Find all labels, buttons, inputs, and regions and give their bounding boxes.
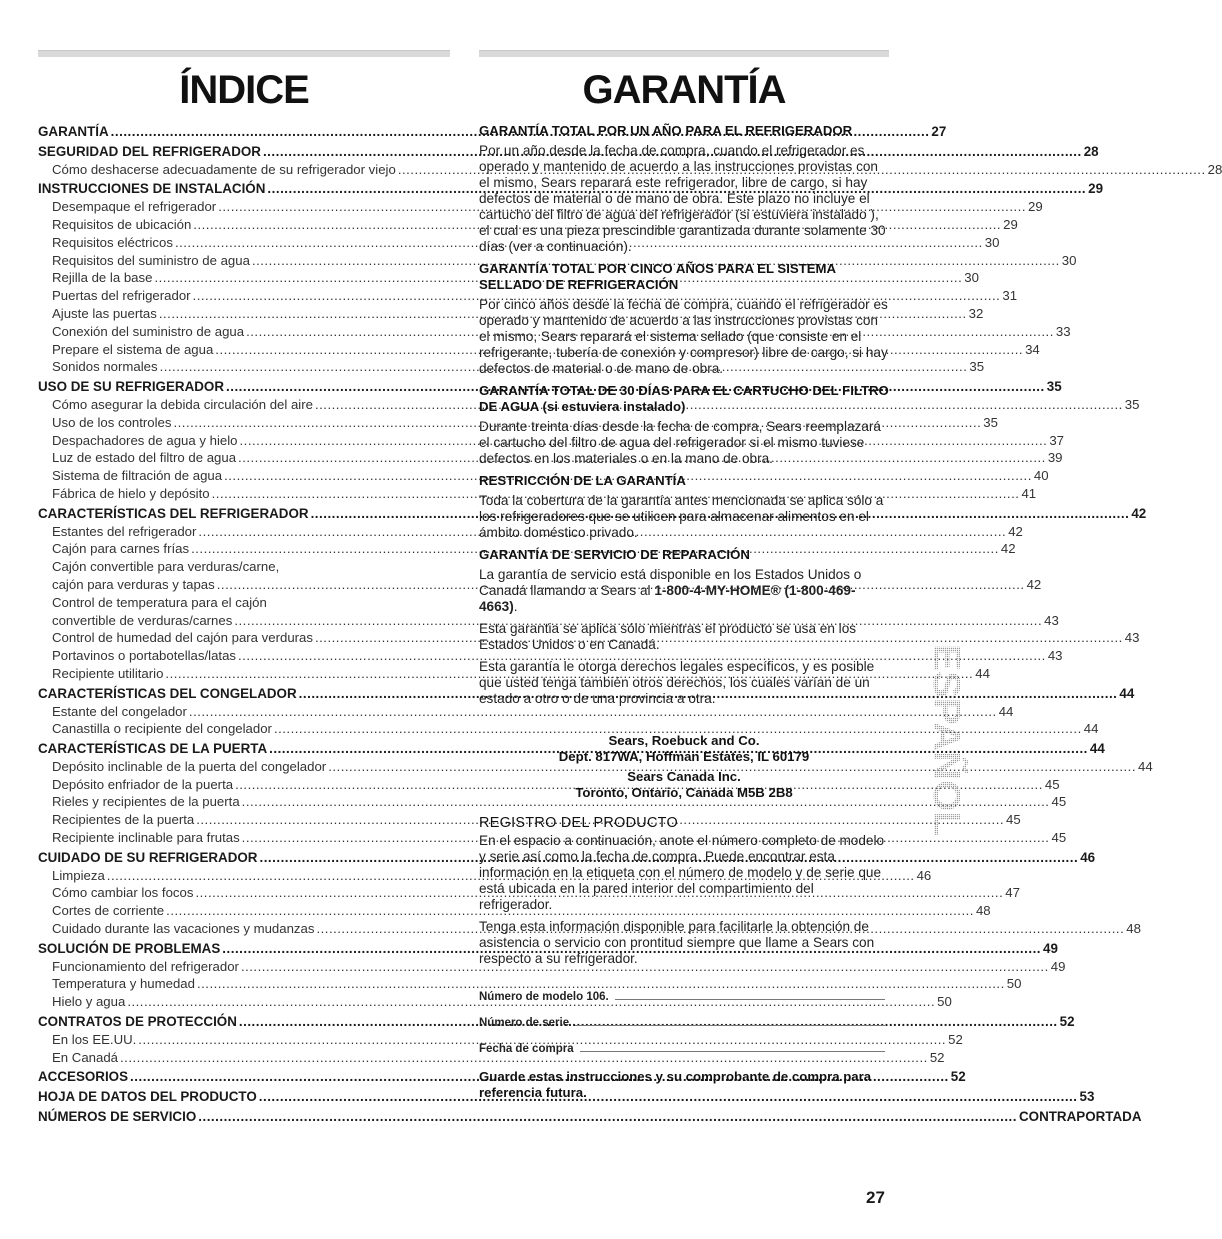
toc-section-entry (38, 1108, 1142, 1126)
toc-subentry (38, 576, 1042, 594)
toc-entry-label: Cómo deshacerse adecuadamente de su refrigerador viejo (52, 161, 396, 177)
toc-entry-page: 42 (1026, 576, 1042, 592)
model-number-line[interactable] (615, 999, 885, 1000)
toc-entry-page: 52 (929, 1049, 945, 1065)
toc-entry-label: Recipiente utilitario (52, 665, 164, 681)
warranty-restriction-text: Toda la cobertura de la garantía antes mencionada se aplica sólo a los refrigeradores que se utilicen para almacenar alimentos en el ámbito doméstico privado. (479, 493, 884, 540)
toc-entry-label: SOLUCIÓN DE PROBLEMAS (38, 940, 221, 956)
toc-entry-page: 53 (1079, 1089, 1095, 1105)
language-side-tab (896, 640, 967, 840)
toc-subentry (38, 252, 1077, 270)
toc-subentry (38, 341, 1040, 359)
toc-entry-page: 44 (1119, 685, 1135, 701)
toc-section-entry (38, 940, 1058, 958)
toc-entry-page: 45 (1044, 776, 1060, 792)
toc-entry-page: 30 (984, 234, 1000, 250)
toc-entry-label: Portavinos o portabotellas/latas (52, 648, 237, 664)
toc-entry-page: 31 (1002, 288, 1018, 304)
toc-entry-page: 50 (937, 994, 952, 1010)
toc-entry-label: En Canadá (52, 1049, 118, 1065)
warranty-service-heading: GARANTÍA DE SERVICIO DE REPARACIÓN (479, 547, 750, 562)
toc-entry-label: Depósito enfriador de la puerta (52, 776, 234, 792)
toc-entry-label: CONTRATOS DE PROTECCIÓN (38, 1014, 237, 1030)
toc-subentry (38, 234, 1000, 252)
serial-number-line[interactable] (575, 1025, 885, 1026)
keep-instructions-note: Guarde estas instrucciones y su comprobante de compra para referencia futura. (479, 1069, 872, 1100)
warranty-restriction-heading: RESTRICCIÓN DE LA GARANTÍA (479, 473, 686, 488)
toc-entry-label: Requisitos de ubicación (52, 216, 192, 232)
toc-entry-page: 46 (1080, 849, 1096, 865)
toc-entry-page: 39 (1047, 450, 1063, 466)
toc-entry-label: Limpieza (52, 867, 105, 883)
toc-entry-page: 47 (1005, 885, 1020, 901)
toc-subentry (38, 612, 1059, 630)
product-registration-assist-text: Tenga esta información disponible para facilitarle la obtención de asistencia o servicio con prontitud siempre que llame a Sears con respecto a su refrigerador. (479, 919, 875, 966)
toc-subentry (38, 884, 1020, 902)
toc-entry-label: CARACTERÍSTICAS DEL CONGELADOR (38, 685, 297, 701)
language-side-tab-label: ESPAÑOL (925, 644, 967, 825)
toc-entry-page: 44 (1138, 758, 1153, 774)
sears-canada-address-line: Toronto, Ontario, Canada M5B 2B8 (575, 785, 793, 800)
serial-number-label: Número de serie (479, 1017, 570, 1029)
toc-entry-label: Recipientes de la puerta (52, 812, 195, 828)
toc-entry-label: Fábrica de hielo y depósito (52, 485, 210, 501)
toc-entry-label: cajón para verduras y tapas (52, 576, 215, 592)
toc-entry-label: CARACTERÍSTICAS DE LA PUERTA (38, 741, 268, 757)
toc-entry-label: Sonidos normales (52, 359, 158, 375)
toc-entry-page: CONTRAPORTADA (1019, 1109, 1142, 1125)
warranty-service-scope-text: Esta garantia se aplica sólo mientras el producto se usa en los Estados Unidos o en Canadá. (479, 621, 857, 652)
toc-entry-page: 48 (1126, 921, 1141, 937)
toc-entry-page: 35 (969, 359, 985, 375)
toc-section-entry (38, 505, 1147, 523)
toc-entry-label: Estantes del refrigerador (52, 523, 197, 539)
toc-entry-label: En los EE.UU. (52, 1031, 137, 1047)
toc-entry-page: 48 (975, 903, 991, 919)
toc-entry-label: HOJA DE DATOS DEL PRODUCTO (38, 1089, 257, 1105)
purchase-date-line[interactable] (580, 1051, 885, 1052)
toc-subentry (38, 414, 998, 432)
toc-section-entry (38, 180, 1104, 198)
toc-entry-page: 37 (1049, 432, 1064, 448)
warranty-header-rule (479, 50, 889, 57)
toc-section-entry (38, 849, 1096, 867)
toc-entry-page: 42 (1008, 523, 1023, 539)
toc-subentry (38, 902, 991, 920)
toc-entry-label: Funcionamiento del refrigerador (52, 958, 239, 974)
warranty-five-year-text: Por cinco años desde la fecha de compra, cuando el refrigerador es operado y mantenido de acuerdo a las instrucciones provistas con el mismo, Sears reparará el sistema sellado (que consiste en el refrigerante, tubería de conexión y compresor) libre de cargo, si hay defectos de material o de mano de obra. (479, 297, 888, 376)
model-number-label: Número de modelo 106. (479, 991, 609, 1003)
toc-subentry (38, 523, 1023, 541)
toc-subentry (38, 758, 1153, 776)
toc-entry-label: Puertas del refrigerador (52, 288, 191, 304)
toc-entry-page: 43 (1124, 630, 1140, 646)
product-registration-heading: REGISTRO DEL PRODUCTO (479, 815, 678, 831)
toc-entry-page: 52 (948, 1031, 963, 1047)
model-number-field[interactable] (479, 977, 889, 1003)
toc-entry-label: Cómo asegurar la debida circulación del aire (52, 396, 313, 412)
toc-entry-page: 50 (1006, 976, 1022, 992)
toc-entry-page: 45 (1006, 812, 1021, 828)
toc-subentry (38, 867, 932, 885)
warranty-legal-rights-text: Esta garantía le otorga derechos legales específicos, y es posible que usted tenga también otros derechos, los cuales varían de un estado a otro o de una provincia a otra. (479, 659, 875, 706)
toc-subentry (38, 287, 1018, 305)
toc-leader-dots (198, 1108, 1017, 1126)
toc-section-entry (38, 378, 1062, 396)
toc-entry-page: 35 (983, 414, 998, 430)
toc-subentry (38, 594, 450, 612)
toc-section-entry (38, 685, 1135, 703)
toc-entry-label: ACCESORIOS (38, 1069, 129, 1085)
warranty-service-text: La garantía de servicio está disponible en los Estados Unidos o Canadá llamando a Sears al 1-800-4-MY-HOME® (1-800-469-4663). (479, 567, 862, 614)
toc-entry-label: GARANTÍA (38, 124, 109, 139)
toc-entry-label: Control de humedad del cajón para verduras (52, 630, 313, 646)
toc-entry-label: NÚMEROS DE SERVICIO (38, 1109, 197, 1125)
product-registration-text: En el espacio a continuación, anote el número completo de modelo y serie así como la fecha de compra. Puede encontrar esta información en la etiqueta con el número de modelo y de serie que está ubicada en la pared interior del compartimiento del refrigerador. (479, 833, 885, 912)
toc-subentry (38, 432, 1064, 450)
toc-entry-page: 45 (1051, 794, 1067, 810)
toc-entry-label: Depósito inclinable de la puerta del congelador (52, 758, 327, 774)
toc-subentry (38, 161, 1222, 179)
toc-entry-page: 46 (916, 867, 932, 883)
toc-entry-label: Control de temperatura para el cajón (52, 594, 267, 610)
toc-entry-label: SEGURIDAD DEL REFRIGERADOR (38, 143, 261, 159)
toc-subentry (38, 665, 990, 683)
service-phone-number: 1-800-4-MY-HOME® (1-800-469-4663) (479, 583, 856, 614)
toc-subentry (38, 198, 1043, 216)
toc-entry-label: Rejilla de la base (52, 270, 153, 286)
toc-entry-label: Cortes de corriente (52, 903, 165, 919)
toc-entry-label: Prepare el sistema de agua (52, 341, 214, 357)
toc-entry-page: 30 (964, 270, 979, 286)
toc-entry-page: 29 (1003, 216, 1018, 232)
sears-canada-address-name: Sears Canada Inc. (627, 769, 741, 784)
toc-entry-page: 35 (1124, 396, 1140, 412)
toc-subentry (38, 558, 450, 576)
toc-entry-page: 44 (1089, 741, 1105, 757)
toc-entry-page: 34 (1025, 341, 1040, 357)
sears-us-address-name: Sears, Roebuck and Co. (608, 733, 760, 748)
toc-entry-page: 29 (1088, 181, 1104, 197)
toc-subentry (38, 958, 1066, 976)
toc-entry-page: 30 (1061, 252, 1077, 268)
toc-subentry (38, 449, 1063, 467)
toc-entry-page: 49 (1050, 958, 1066, 974)
toc-entry-page: 27 (931, 124, 947, 139)
toc-entry-label: Cómo cambiar los focos (52, 885, 194, 901)
toc-entry-page: 45 (1051, 830, 1067, 846)
warranty-five-year-heading: GARANTÍA TOTAL POR CINCO AÑOS PARA EL SISTEMA SELLADO DE REFRIGERACIÓN (479, 261, 836, 292)
purchase-date-label: Fecha de compra (479, 1043, 574, 1055)
toc-entry-label: Cajón convertible para verduras/carne, (52, 559, 280, 575)
toc-entry-label: Luz de estado del filtro de agua (52, 450, 237, 466)
toc-subentry (38, 920, 1141, 938)
toc-entry-page: 44 (975, 665, 990, 681)
toc-subentry (38, 485, 1037, 503)
toc-entry-page: 43 (1044, 612, 1059, 628)
toc-entry-page: 52 (950, 1069, 966, 1085)
toc-entry-label: Rieles y recipientes de la puerta (52, 794, 240, 810)
toc-entry-label: CARACTERÍSTICAS DEL REFRIGERADOR (38, 505, 309, 521)
toc-entry-label: Cuidado durante las vacaciones y mudanzas (52, 921, 315, 937)
toc-entry-page: 44 (1083, 721, 1099, 737)
toc-entry-label: USO DE SU REFRIGERADOR (38, 379, 224, 395)
toc-entry-page: 42 (1131, 505, 1147, 521)
toc-entry-page: 28 (1207, 161, 1222, 177)
toc-subentry (38, 703, 1014, 721)
toc-entry-label: Ajuste las puertas (52, 305, 157, 321)
toc-subentry (38, 305, 984, 323)
toc-entry-label: Requisitos eléctricos (52, 234, 173, 250)
serial-number-field[interactable] (479, 1003, 889, 1029)
toc-entry-label: Uso de los controles (52, 414, 172, 430)
toc-entry-label: Conexión del suministro de agua (52, 323, 245, 339)
toc-entry-label: Recipiente inclinable para frutas (52, 830, 240, 846)
index-title: ÍNDICE (179, 68, 309, 112)
toc-subentry (38, 793, 1067, 811)
warranty-filter-heading: GARANTÍA TOTAL DE 30 DÍAS PARA EL CARTUCHO DEL FILTRO DE AGUA (si estuviera instalado) (479, 383, 889, 414)
toc-entry-page: 28 (1083, 143, 1099, 159)
toc-subentry (38, 829, 1067, 847)
toc-entry-page: 40 (1033, 468, 1049, 484)
toc-subentry (38, 647, 1063, 665)
toc-entry-page: 42 (1000, 541, 1016, 557)
toc-entry-label: Desempaque el refrigerador (52, 199, 217, 215)
toc-entry-page: 41 (1021, 485, 1037, 501)
toc-entry-label: CUIDADO DE SU REFRIGERADOR (38, 849, 258, 865)
sears-us-address-line: Dept. 817WA, Hoffman Estates, IL 60179 (558, 749, 810, 764)
page-number: 27 (866, 1188, 885, 1207)
warranty-title: GARANTÍA (582, 68, 786, 112)
toc-entry-label: Estante del congelador (52, 703, 187, 719)
toc-entry-label: Requisitos del suministro de agua (52, 252, 250, 268)
toc-section-entry (38, 1088, 1095, 1106)
toc-entry-page: 32 (968, 305, 984, 321)
toc-subentry (38, 975, 1022, 993)
warranty-column (479, 50, 889, 1101)
toc-entry-page: 43 (1047, 648, 1063, 664)
toc-entry-page: 29 (1028, 199, 1043, 215)
toc-entry-label: INSTRUCCIONES DE INSTALACIÓN (38, 181, 266, 197)
toc-subentry (38, 720, 1099, 738)
warranty-one-year-heading: GARANTÍA TOTAL POR UN AÑO PARA EL REFRIGERADOR (479, 123, 853, 138)
toc-subentry (38, 216, 1018, 234)
toc-entry-page: 49 (1043, 940, 1058, 956)
toc-entry-page: 52 (1059, 1014, 1075, 1030)
toc-entry-label: Despachadores de agua y hielo (52, 432, 238, 448)
toc-entry-page: 35 (1046, 379, 1062, 395)
toc-entry-label: Temperatura y humedad (52, 976, 195, 992)
toc-entry-page: 44 (998, 703, 1014, 719)
toc-section-entry (38, 143, 1099, 161)
toc-entry-label: Hielo y agua (52, 994, 126, 1010)
purchase-date-field[interactable] (479, 1029, 889, 1055)
toc-entry-label: Cajón para carnes frías (52, 541, 190, 557)
toc-entry-label: convertible de verduras/carnes (52, 612, 233, 628)
warranty-filter-text: Durante treinta días desde la fecha de compra, Sears reemplazará el cartucho del filtro de agua del refrigerador si el mismo tuviese defectos en los materiales o en la mano de obra. (479, 419, 881, 466)
toc-entry-label: Canastilla o recipiente del congelador (52, 721, 272, 737)
toc-subentry (38, 358, 985, 376)
toc-subentry (38, 323, 1071, 341)
warranty-one-year-text: Por un año desde la fecha de compra, cuando el refrigerador es operado y mantenido de acuerdo a las instrucciones provistas con el mismo, Sears reparará este refrigerador, libre de cargo, si hay defectos de material o de mano de obra. Este plazo no incluye el cartucho del filtro de agua del refrigerador (si estuviera instalado ), el cual es una pieza prescindible garantizada durante solamente 30 días (ver a continuación). (479, 143, 886, 254)
index-header-rule (38, 50, 450, 57)
toc-entry-page: 33 (1055, 323, 1071, 339)
toc-entry-label: Sistema de filtración de agua (52, 468, 223, 484)
